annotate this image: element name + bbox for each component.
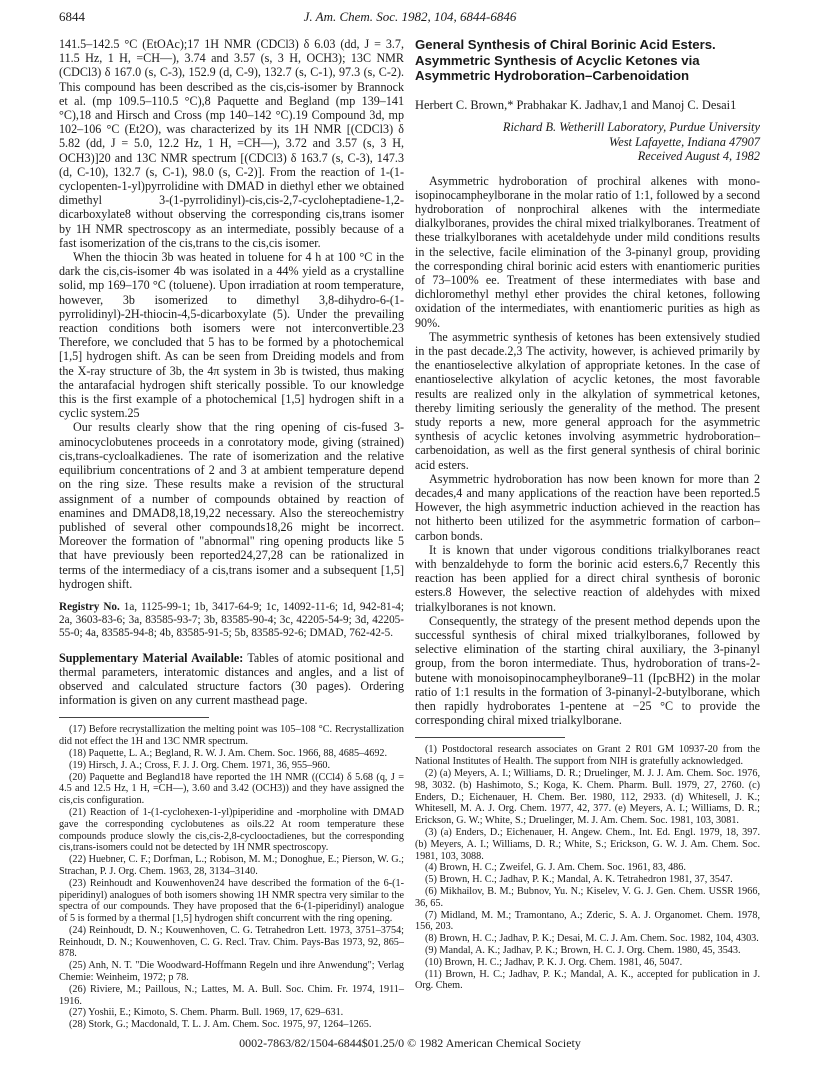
footnote: (19) Hirsch, J. A.; Cross, F. J. J. Org. Chem. 1971, 36, 955–960.	[69, 759, 331, 771]
footnote: (2) (a) Meyers, A. I.; Williams, D. R.; Druelinger, M. J. J. Am. Chem. Soc. 1976, 98, 3032. (b) Hashimoto, S.; Koga, K. Chem. Pharm. Bull. 1979, 27, 2760. (c) Enders, D.; Eichenauer, H. Chem. Ber. 1980, 112, 2933. (d) Whitesell, J. K.; Whitesell, M. A. J. Org. Chem. 1977, 42, 377. (e) Meyers, A. I.; Williams, D. R.; Erickson, G. W.; White, S.; Druelinger, M. J. Am. Chem. Soc. 1981, 103, 3081.	[415, 768, 760, 827]
left-column	[59, 37, 404, 1031]
article-title: General Synthesis of Chiral Borinic Acid Esters. Asymmetric Synthesis of Acyclic Ketones via Asymmetric Hydroboration–Carbenoidation	[415, 37, 716, 83]
footnote: (26) Riviere, M.; Paillous, N.; Lattes, M. A. Bull. Soc. Chim. Fr. 1974, 1911–1916.	[59, 983, 404, 1007]
article-authors: Herbert C. Brown,* Prabhakar K. Jadhav,1 and Manoj C. Desai1	[415, 97, 737, 112]
right-paragraph-3: Asymmetric hydroboration has now been known for more than 2 decades,4 and many applications of the reaction have been reported.5 However, the high asymmetric induction achieved in the reaction has not hitherto been utilized for the asymmetric formation of carbon–carbon bonds.	[415, 471, 760, 543]
registry-label: Registry No.	[59, 600, 120, 613]
page-number: 6844	[59, 9, 85, 24]
footnote: (3) (a) Enders, D.; Eichenauer, H. Angew. Chem., Int. Ed. Engl. 1979, 18, 397. (b) Meyers, A. I.; Williams, D. R.; White, S.; Erickson, G. W. J. Am. Chem. Soc. 1981, 103, 3088.	[415, 827, 760, 862]
left-paragraph-2: When the thiocin 3b was heated in toluene for 4 h at 100 °C in the dark the cis,cis-isomer 4b was isolated in a 44% yield as a crystalline solid, mp 169–170 °C (toluene). Upon irradiation at room temperature, however, 3b isomerized to dimethyl 3,8-dihydro-6-(1-pyrrolidinyl)-2H-thiocin-4,5-dicarboxylate (5). Under the prevailing reaction conditions both isomers were not interconvertible.23 Therefore, we concluded that 5 has to be formed by a photochemical [1,5] hydrogen shift. As can be seen from Dreiding models and from the X-ray structure of 3b, the 4π system in 3b is twisted, thus making the antarafacial hydrogen shift sterically possible. To our knowledge this is the first example of a photochemical [1,5] hydrogen shift in a cyclic system.25	[59, 250, 404, 421]
footnote: (8) Brown, H. C.; Jadhav, P. K.; Desai, M. C. J. Am. Chem. Soc. 1982, 104, 4303.	[425, 933, 759, 945]
right-paragraph-4: It is known that under vigorous conditions trialkylboranes react with benzaldehyde to form the borinic acid esters.6,7 Recently this reaction has been applied for a direct chiral synthesis of boronic esters.8 However, the selective reaction of aldehydes with mixed trialkylboranes is not known.	[415, 542, 760, 614]
footnote: (22) Huebner, C. F.; Dorfman, L.; Robison, M. M.; Donoghue, E.; Pierson, W. G.; Strachan, P. J. Org. Chem. 1963, 28, 3134–3140.	[59, 854, 404, 877]
footnote: (17) Before recrystallization the melting point was 105–108 °C. Recrystallization did not effect the 1H and 13C NMR spectrum.	[59, 724, 404, 748]
affiliation-line-2: West Lafayette, Indiana 47907	[609, 134, 760, 149]
registry-text: 1a, 1125-99-1; 1b, 3417-64-9; 1c, 14092-11-6; 1d, 942-81-4; 2a, 3603-83-6; 3a, 83585-93-7; 3b, 83585-90-4; 3c, 42205-54-9; 3d, 42205-55-0; 4a, 83585-94-8; 4b, 83585-91-5; 5b, 83585-92-6; DMAD, 762-42-5.	[59, 600, 404, 640]
supplementary-material	[59, 651, 404, 708]
footnote: (24) Reinhoudt, D. N.; Kouwenhoven, C. G. Tetrahedron Lett. 1973, 3751–3754; Reinhoudt, D. N.; Kouwenhoven, C. G. Recl. Trav. Chim. Pays-Bas 1973, 92, 865–878.	[59, 924, 404, 960]
registry-numbers	[59, 601, 404, 641]
footnote: (10) Brown, H. C.; Jadhav, P. K. J. Org. Chem. 1981, 46, 5047.	[425, 956, 683, 968]
right-paragraph-1: Asymmetric hydroboration of prochiral alkenes with mono-isopinocampheylborane in the molar ratio of 1:1, followed by a second hydroboration of nonprochiral alkenes with the intermediate dialkylboranes, provides the chiral mixed trialkylboranes. Treatment of these trialkylboranes with acetaldehyde under mild conditions results in the selective, facile elimination of the 3-pinanyl group, providing the corresponding chiral borinic acid esters with enantiomeric purities of 73–100% ee. Treatment of these intermediates with base and dichloromethyl methyl ether provides the chiral ketones, following oxidation of the intermediates, with enantiomeric purities as high as 90%.	[415, 173, 760, 330]
footnote: (11) Brown, H. C.; Jadhav, P. K.; Mandal, A. K., accepted for publication in J. Org. Chem.	[415, 968, 760, 992]
copyright-footer: 0002-7863/82/1504-6844$01.25/0 © 1982 American Chemical Society	[239, 1036, 581, 1050]
footnote: (23) Reinhoudt and Kouwenhoven24 have described the formation of the 6-(1-piperidinyl) analogues of both isomers showing 1H NMR spectra very similar to the spectra of our compounds. They have proposed that the 6-(1-piperidinyl) analogue of 5 is formed by a thermal [1,5] hydrogen shift concurrent with the ring opening.	[59, 877, 404, 925]
footnote: (18) Paquette, L. A.; Begland, R. W. J. Am. Chem. Soc. 1966, 88, 4685–4692.	[69, 747, 388, 759]
footnote-divider	[415, 737, 565, 738]
left-paragraph-3: Our results clearly show that the ring opening of cis-fused 3-aminocyclobutenes proceeds in a conrotatory mode, giving (strained) cis,trans-cycloalkadienes. The rate of isomerization and the relative equilibrium concentrations of 2 and 3 at ambient temperature depend on the ring size. These results make a revision of the structural assignment of a number of compounds obtained by reaction of enamines and DMAD8,18,19,22 necessary. Also the stereochemistry published of several other compounds18,26 might be incorrect. Moreover the formation of "abnormal" ring opening products like 5 that have previously been reported24,27,28 can be rationalized in terms of the intermediacy of a cis,trans isomer and a subsequent [1,5] hydrogen shift.	[59, 420, 404, 591]
footnote: (28) Stork, G.; Macdonald, T. L. J. Am. Chem. Soc. 1975, 97, 1264–1265.	[69, 1019, 372, 1031]
footnote: (9) Mandal, A. K.; Jadhav, P. K.; Brown, H. C. J. Org. Chem. 1980, 45, 3543.	[425, 944, 741, 956]
affiliation-line-1: Richard B. Wetherill Laboratory, Purdue University	[502, 120, 760, 134]
footnote: (25) Anh, N. T. "Die Woodward-Hoffmann Regeln und ihre Anwendung"; Verlag Chemie: Weinheim, 1972; p 78.	[59, 960, 404, 984]
right-paragraph-2: The asymmetric synthesis of ketones has been extensively studied in the past decade.2,3 The activity, however, is achieved primarily by the enantioselective alkylation of appropriate ketones. In the case of enantioselective alkylation of acyclic ketones, the most favorable results are realized only in the alkylation of symmetrical ketones, thereby limiting seriously the generality of the method. The present study reports a new, more general approach for the asymmetric synthesis of acyclic ketones involving asymmetric hydroboration–carbenoidation, as well as the first general synthesis of chiral borinic acid esters.	[415, 329, 760, 472]
footnote-divider	[59, 717, 209, 718]
footnote: (1) Postdoctoral research associates on Grant 2 R01 GM 10937-20 from the National Institutes of Health. The support from NIH is gratefully acknowledged.	[415, 744, 760, 768]
supplementary-label: Supplementary Material Available:	[59, 650, 244, 665]
left-paragraph-1: 141.5–142.5 °C (EtOAc);17 1H NMR (CDCl3) δ 6.03 (dd, J = 3.7, 11.5 Hz, 1 H, =CH—), 3.74 and 3.57 (s, 3 H, OCH3); 13C NMR (CDCl3) δ 167.0 (s, C-3), 152.9 (d, C-9), 132.7 (s, C-1), 97.3 (s, C-2). This compound has been described as the cis,cis-isomer by Brannock et al. (mp 109.5–110.5 °C),8 Paquette and Begland (mp 139–141 °C),18 and Hirsch and Cross (mp 140–142 °C).19 Compound 3d, mp 102–106 °C (Et2O), was characterized by its 1H NMR [(CDCl3) δ 5.82 (dd, J = 5.0, 12.2 Hz, 1 H, =CH—), 3.72 and 3.57 (s, 3 H, OCH3)]20 and 13C NMR spectrum [(CDCl3) δ 163.7 (s, C-3), 147.3 (d, C-10), 132.7 (s, C-1), 98.0 (s, C-2)]. From the reaction of 1-(1-cyclopenten-1-yl)pyrrolidine with DMAD in diethyl ether we obtained dimethyl 3-(1-pyrrolidinyl)-cis,cis-2,7-cycloheptadiene-1,2-dicarboxylate8 without observing the corresponding cis,trans isomer by 1H NMR spectroscopy as an intermediate, possibly because of a fast isomerization of the cis,trans to the cis,cis isomer.	[59, 37, 404, 250]
running-header: J. Am. Chem. Soc. 1982, 104, 6844-6846	[303, 9, 517, 24]
right-column	[415, 37, 760, 992]
supplementary-text: Tables of atomic positional and thermal parameters, interatomic distances and angles, and a list of observed and calculated structure factors (30 pages). Ordering information is given on any current masthead page.	[59, 650, 404, 708]
footnote: (7) Midland, M. M.; Tramontano, A.; Zderic, S. A. J. Organomet. Chem. 1978, 156, 203.	[415, 909, 760, 933]
footnote: (27) Yoshii, E.; Kimoto, S. Chem. Pharm. Bull. 1969, 17, 629–631.	[69, 1007, 344, 1019]
footnote: (6) Mikhailov, B. M.; Bubnov, Yu. N.; Kiselev, V. G. J. Gen. Chem. USSR 1966, 36, 65.	[415, 885, 760, 909]
footnote: (21) Reaction of 1-(1-cyclohexen-1-yl)piperidine and -morpholine with DMAD gave the corresponding cyclobutenes as oils.22 At room temperature these compounds produce slowly the cis,cis-2,8-cyclooctadienes, but the corresponding cis,trans-isomers could not be detected by 1H NMR spectroscopy.	[59, 806, 404, 854]
footnote: (5) Brown, H. C.; Jadhav, P. K.; Mandal, A. K. Tetrahedron 1981, 37, 3547.	[425, 874, 733, 886]
received-date: Received August 4, 1982	[637, 149, 760, 163]
footnote: (20) Paquette and Begland18 have reported the 1H NMR ((CCl4) δ 5.68 (q, J = 4.5 and 12.5 Hz, 1 H, =CH—), 3.60 and 3.42 (OCH3)) and they have assigned the cis,cis configuration.	[59, 771, 404, 807]
footnote: (4) Brown, H. C.; Zweifel, G. J. Am. Chem. Soc. 1961, 83, 486.	[425, 862, 686, 874]
right-paragraph-5: Consequently, the strategy of the present method depends upon the successful synthesis of chiral mixed trialkylboranes, followed by selective elimination of the starting chiral auxiliary, the 3-pinanyl group, from the boron intermediate. Thus, hydroboration of trans-2-butene with monoisopinocampheylborane9–11 (IpcBH2) in the molar ratio of 1:1 results in the formation of 3-pinanyl-2-butylborane, which then rapidly hydroborates 1-pentene at −25 °C to provide the corresponding chiral mixed trialkylborane.	[415, 613, 760, 728]
